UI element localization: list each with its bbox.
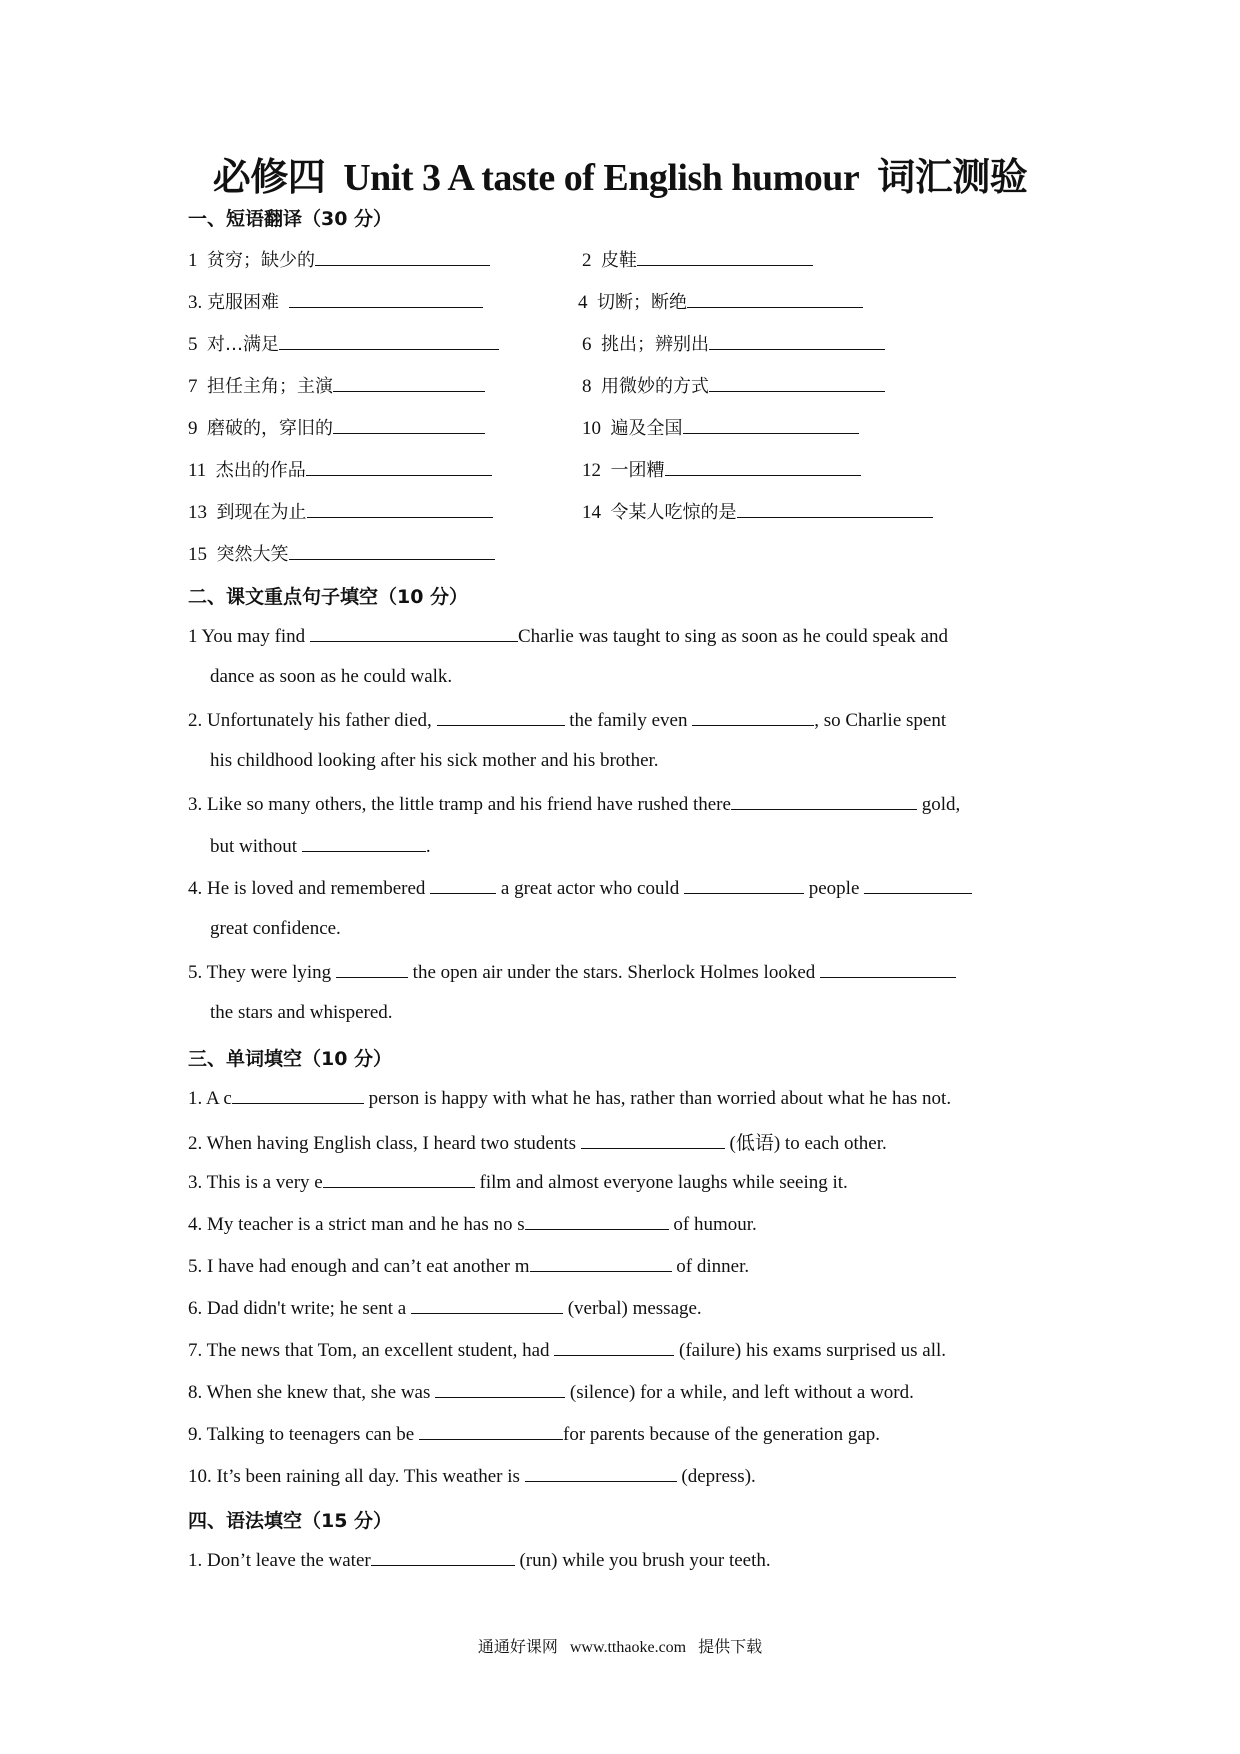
page-footer (0, 1634, 1240, 1657)
answer-blank[interactable] (310, 624, 518, 642)
answer-blank[interactable] (435, 1380, 565, 1398)
answer-blank[interactable] (665, 458, 861, 476)
phrase-item: 14 令某人吃惊的是 (582, 498, 933, 524)
sentence-line: 7. The news that Tom, an excellent student, had (failure) his exams surprised us all. (188, 1340, 947, 1361)
phrase-item: 13 到现在为止 (188, 498, 493, 524)
section1-heading: 一、短语翻译（30 分） (188, 208, 393, 230)
answer-blank[interactable] (554, 1338, 674, 1356)
answer-blank[interactable] (336, 960, 408, 978)
answer-blank[interactable] (430, 876, 496, 894)
sentence-line: dance as soon as he could walk. (210, 666, 453, 687)
answer-blank[interactable] (683, 416, 859, 434)
section2-heading: 二、课文重点句子填空（10 分） (188, 586, 469, 608)
answer-blank[interactable] (437, 708, 565, 726)
footer-site-name: 通通好课网 (477, 1637, 558, 1656)
answer-blank[interactable] (731, 792, 917, 810)
sentence-line: 4. My teacher is a strict man and he has no s of humour. (188, 1214, 757, 1235)
phrase-item: 12 一团糟 (582, 456, 861, 482)
sentence-line: great confidence. (210, 918, 341, 939)
answer-blank[interactable] (530, 1254, 672, 1272)
footer-url[interactable]: www.tthaoke.com (569, 1639, 687, 1656)
title-cn-prefix: 必修四 (212, 155, 326, 199)
answer-blank[interactable] (306, 458, 492, 476)
sentence-line: his childhood looking after his sick mother and his brother. (210, 750, 659, 771)
answer-blank[interactable] (323, 1170, 475, 1188)
answer-blank[interactable] (279, 332, 499, 350)
phrase-item: 3. 克服困难 (188, 288, 483, 314)
answer-blank[interactable] (289, 542, 495, 560)
sentence-line: 9. Talking to teenagers can be for parents because of the generation gap. (188, 1424, 881, 1445)
phrase-item: 8 用微妙的方式 (582, 372, 885, 398)
phrase-item: 10 遍及全国 (582, 414, 859, 440)
title-en: Unit 3 A taste of English humour (343, 157, 860, 199)
answer-blank[interactable] (709, 332, 885, 350)
phrase-item: 4 切断；断绝 (578, 288, 863, 314)
answer-blank[interactable] (687, 290, 863, 308)
answer-blank[interactable] (419, 1422, 563, 1440)
answer-blank[interactable] (737, 500, 933, 518)
sentence-line: 4. He is loved and remembered a great actor who could people (188, 876, 972, 900)
answer-blank[interactable] (525, 1464, 677, 1482)
answer-blank[interactable] (581, 1131, 725, 1149)
sentence-line: 2. When having English class, I heard two students (低语) to each other. (188, 1133, 887, 1154)
phrase-item: 7 担任主角；主演 (188, 372, 485, 398)
answer-blank[interactable] (692, 708, 814, 726)
phrase-item: 2 皮鞋 (582, 246, 813, 272)
answer-blank[interactable] (684, 876, 804, 894)
phrase-item: 6 挑出；辨别出 (582, 330, 885, 356)
phrase-item: 5 对…满足 (188, 330, 499, 356)
answer-blank[interactable] (637, 248, 813, 266)
answer-blank[interactable] (525, 1212, 669, 1230)
sentence-line: 6. Dad didn't write; he sent a (verbal) message. (188, 1298, 702, 1319)
phrase-item: 15 突然大笑 (188, 540, 495, 566)
sentence-line: 10. It’s been raining all day. This weather is (depress). (188, 1466, 756, 1487)
sentence-line: the stars and whispered. (210, 1002, 393, 1023)
sentence-line: 1. A c person is happy with what he has, rather than worried about what he has not. (188, 1088, 952, 1109)
answer-blank[interactable] (315, 248, 490, 266)
footer-download-text: 提供下载 (698, 1637, 763, 1656)
answer-blank[interactable] (289, 290, 483, 308)
sentence-line: 2. Unfortunately his father died, the family even , so Charlie spent (188, 710, 947, 731)
answer-blank[interactable] (709, 374, 885, 392)
phrase-item: 11 杰出的作品 (188, 456, 492, 482)
section4-heading: 四、语法填空（15 分） (188, 1510, 393, 1532)
title-cn-suffix: 词汇测验 (877, 155, 1028, 199)
answer-blank[interactable] (333, 374, 485, 392)
sentence-line: 1. Don’t leave the water (run) while you brush your teeth. (188, 1550, 771, 1571)
answer-blank[interactable] (333, 416, 485, 434)
sentence-line: 5. I have had enough and can’t eat another m of dinner. (188, 1256, 750, 1277)
section3-heading: 三、单词填空（10 分） (188, 1048, 393, 1070)
sentence-line: 5. They were lying the open air under the stars. Sherlock Holmes looked (188, 960, 956, 984)
page-title (0, 146, 1240, 201)
phrase-item: 1 贫穷；缺少的 (188, 246, 490, 272)
phrase-item: 9 磨破的，穿旧的 (188, 414, 485, 440)
sentence-line: 3. This is a very e film and almost everyone laughs while seeing it. (188, 1172, 848, 1193)
answer-blank[interactable] (820, 960, 956, 978)
sentence-line: 8. When she knew that, she was (silence) for a while, and left without a word. (188, 1382, 914, 1403)
answer-blank[interactable] (864, 876, 972, 894)
answer-blank[interactable] (371, 1548, 515, 1566)
sentence-line: 1 You may find Charlie was taught to sing as soon as he could speak and (188, 626, 948, 647)
answer-blank[interactable] (307, 500, 493, 518)
sentence-line: but without . (210, 836, 431, 857)
answer-blank[interactable] (232, 1086, 364, 1104)
answer-blank[interactable] (302, 834, 426, 852)
sentence-line: 3. Like so many others, the little tramp and his friend have rushed there gold, (188, 794, 961, 815)
answer-blank[interactable] (411, 1296, 563, 1314)
